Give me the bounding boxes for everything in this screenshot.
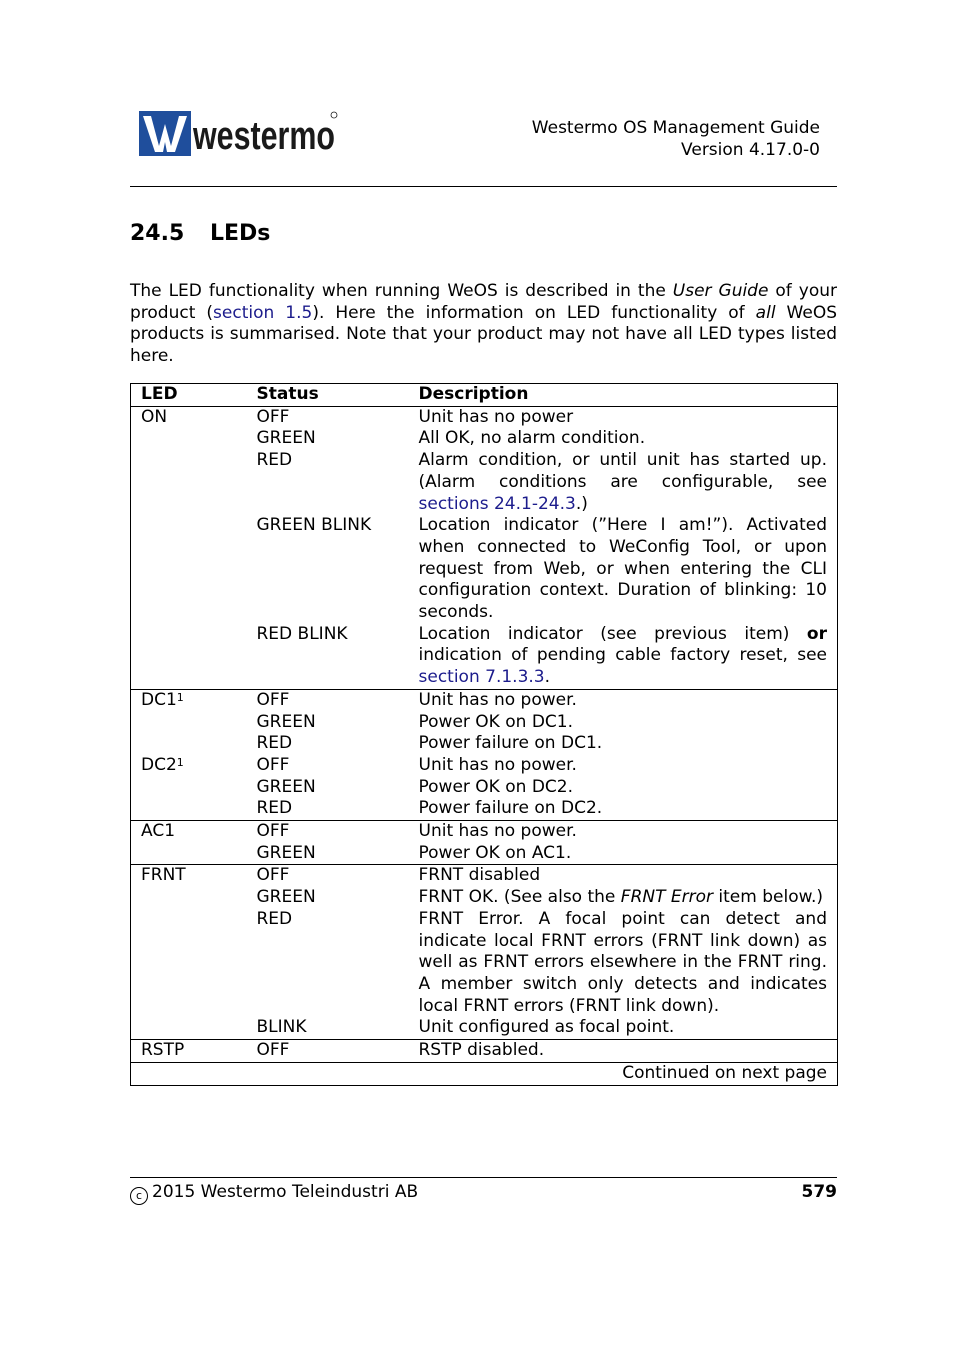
section-link[interactable]: section 1.5 xyxy=(213,302,313,323)
led-status: GREEN xyxy=(257,843,419,865)
table-row xyxy=(131,821,838,843)
copyright-text: 2015 Westermo Teleindustri AB xyxy=(152,1182,419,1202)
table-row xyxy=(131,515,838,624)
page-number: 579 xyxy=(801,1182,837,1202)
intro-paragraph xyxy=(130,281,837,367)
table-row xyxy=(131,406,838,428)
led-description: RSTP disabled. xyxy=(418,1040,545,1061)
table-header-row xyxy=(131,384,838,407)
led-description: Unit has no power xyxy=(418,406,574,427)
header-description: Description xyxy=(419,384,838,407)
header-info xyxy=(532,117,820,161)
continued-note: Continued on next page xyxy=(131,1062,838,1085)
table-row xyxy=(131,798,838,820)
led-status: OFF xyxy=(256,821,290,842)
led-name xyxy=(131,689,257,711)
table-row xyxy=(131,887,838,909)
led-name: ON xyxy=(141,406,168,427)
svg-text:westermo: westermo xyxy=(192,114,335,158)
led-description: Power failure on DC2. xyxy=(419,798,838,820)
table-row xyxy=(131,1017,838,1039)
continued-row xyxy=(131,1062,838,1085)
led-description: Unit has no power. xyxy=(418,754,577,775)
table-row xyxy=(131,843,838,865)
desc-text: Alarm condition, or until unit has started up. (Alarm conditions are configurable, see xyxy=(418,450,827,492)
table-row xyxy=(131,777,838,799)
desc-text: Location indicator (see previous item) xyxy=(418,623,807,644)
table-row xyxy=(131,712,838,734)
footnote-mark: 1 xyxy=(176,755,184,769)
led-status: RED BLINK xyxy=(257,624,419,690)
header-rule xyxy=(130,186,837,187)
desc-text: item below.) xyxy=(713,887,823,908)
section-7133-link[interactable]: section 7.1.3.3 xyxy=(418,667,545,688)
led-description: Unit configured as focal point. xyxy=(419,1017,838,1039)
led-name: FRNT xyxy=(141,865,186,886)
led-description xyxy=(419,887,838,909)
led-status: GREEN xyxy=(256,887,316,908)
led-status: GREEN xyxy=(256,428,316,449)
led-table xyxy=(130,383,838,1086)
led-status: GREEN xyxy=(256,776,316,797)
led-status: RED xyxy=(256,908,293,929)
table-row xyxy=(131,755,838,777)
table-row xyxy=(131,909,838,1018)
led-status: OFF xyxy=(256,1040,290,1061)
header-led: LED xyxy=(131,384,257,407)
led-description xyxy=(419,624,838,690)
intro-user-guide: User Guide xyxy=(672,281,769,301)
led-description: Unit has no power. xyxy=(418,689,577,710)
intro-text: WeOS products is summarised. Note that your product may not have all LED types listed here. xyxy=(130,302,838,366)
led-description: Power OK on AC1. xyxy=(419,843,838,865)
table-row xyxy=(131,733,838,755)
led-name: AC1 xyxy=(141,821,176,842)
led-status: RED xyxy=(257,798,419,820)
intro-text: ). Here the information on LED functionality of xyxy=(312,302,756,323)
guide-version: Version 4.17.0-0 xyxy=(681,140,820,160)
intro-all: all xyxy=(755,302,776,323)
led-description: FRNT Error. A focal point can detect and indicate local FRNT errors (FRNT link down) as well as FRNT errors elsewhere in the FRNT ring. A member switch only detects and indicates local FRNT errors (FRNT link down). xyxy=(418,908,827,1016)
sections-link[interactable]: sections 24.1-24.3 xyxy=(418,493,576,514)
page-footer xyxy=(130,1182,837,1205)
table-row xyxy=(131,689,838,711)
led-description xyxy=(419,450,838,515)
intro-text: The LED functionality when running WeOS is described in the xyxy=(130,281,673,301)
desc-italic: FRNT Error xyxy=(620,887,714,908)
westermo-logo xyxy=(139,110,339,158)
section-number: 24.5 xyxy=(130,221,185,246)
desc-text: indication of pending cable factory reset, see xyxy=(418,645,827,666)
led-status: OFF xyxy=(256,865,290,886)
led-description: Power OK on DC1. xyxy=(418,711,573,732)
led-status: OFF xyxy=(256,406,290,427)
footer-rule xyxy=(130,1177,837,1178)
header-status: Status xyxy=(257,384,419,407)
led-dc1: DC1 xyxy=(141,689,177,710)
footnote-mark: 1 xyxy=(176,690,184,704)
table-row xyxy=(131,624,838,690)
led-status: RED xyxy=(256,733,293,754)
led-name xyxy=(131,755,257,777)
led-status: GREEN BLINK xyxy=(256,515,372,536)
desc-text: . xyxy=(544,667,551,688)
copyright-icon: c xyxy=(130,1187,148,1205)
led-description: Power OK on DC2. xyxy=(418,776,573,797)
table-row xyxy=(131,450,838,515)
table-row xyxy=(131,428,838,450)
led-description: Location indicator (”Here I am!”). Activated when connected to WeConfig Tool, or upon request from Web, or when entering the CLI configuration context. Duration of blinking: 10 seconds. xyxy=(418,515,827,623)
led-status: GREEN xyxy=(256,711,316,732)
led-status: OFF xyxy=(256,754,290,775)
led-status: RED xyxy=(256,450,293,471)
section-title: LEDs xyxy=(210,221,271,246)
led-description: Unit has no power. xyxy=(418,821,577,842)
desc-text: FRNT OK. (See also the xyxy=(418,887,621,908)
led-status: OFF xyxy=(256,689,290,710)
led-name: RSTP xyxy=(141,1040,185,1061)
led-description: All OK, no alarm condition. xyxy=(418,428,646,449)
guide-title: Westermo OS Management Guide xyxy=(531,118,820,138)
led-description: Power failure on DC1. xyxy=(418,733,603,754)
desc-text: .) xyxy=(575,493,588,514)
table-row xyxy=(131,1040,838,1063)
desc-bold: or xyxy=(806,623,827,644)
table-row xyxy=(131,865,838,887)
led-dc2: DC2 xyxy=(141,754,177,775)
section-heading xyxy=(130,221,270,246)
intro-text: of your product ( xyxy=(130,281,837,323)
led-status: BLINK xyxy=(257,1017,419,1039)
led-description: FRNT disabled xyxy=(418,865,541,886)
